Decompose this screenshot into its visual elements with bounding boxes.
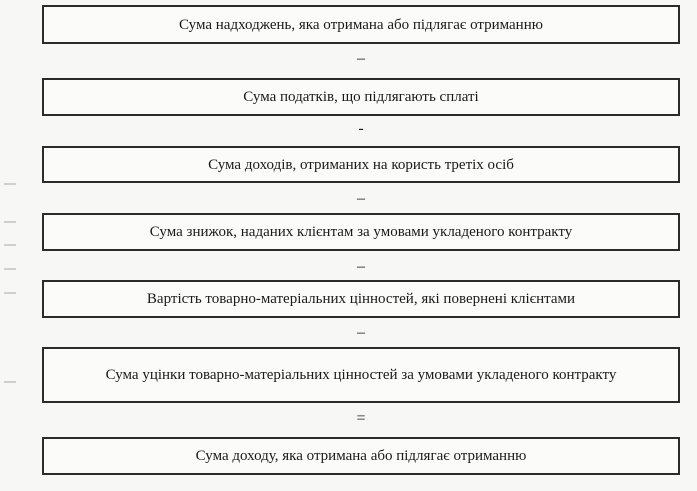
box-discounts bbox=[42, 213, 680, 251]
box-label: Сума податків, що підлягають сплаті bbox=[243, 89, 479, 105]
box-label: Сума доходу, яка отримана або підлягає отриманню bbox=[195, 448, 527, 464]
operator-minus: – bbox=[357, 190, 365, 207]
scan-mark bbox=[4, 244, 16, 246]
box-label: Сума доходів, отриманих на користь третіх осіб bbox=[208, 156, 514, 173]
box-markdown bbox=[42, 347, 680, 403]
operator-minus: – bbox=[357, 324, 365, 341]
scan-mark bbox=[4, 292, 16, 294]
scan-mark bbox=[4, 381, 16, 383]
operator-equals: = bbox=[356, 410, 366, 427]
box-label: Сума знижок, наданих клієнтам за умовами укладеного контракту bbox=[149, 224, 573, 240]
box-label: Сума уцінки товарно-матеріальних цінностей за умовами укладеного контракту bbox=[105, 367, 617, 383]
scan-mark bbox=[4, 221, 16, 223]
scan-mark bbox=[4, 183, 16, 185]
operator-minus: - bbox=[358, 120, 364, 137]
box-third-party-income bbox=[42, 146, 680, 183]
box-total-receipts bbox=[42, 5, 680, 44]
box-label: Сума надходжень, яка отримана або підлягає отриманню bbox=[179, 16, 543, 33]
box-returned-goods bbox=[42, 280, 680, 318]
box-label: Вартість товарно-матеріальних цінностей, які повернені клієнтами bbox=[146, 291, 576, 307]
operator-minus: – bbox=[357, 50, 365, 67]
box-resulting-revenue bbox=[42, 437, 680, 475]
box-taxes-payable bbox=[42, 78, 680, 116]
scan-mark bbox=[4, 268, 16, 270]
operator-minus: – bbox=[357, 258, 365, 275]
